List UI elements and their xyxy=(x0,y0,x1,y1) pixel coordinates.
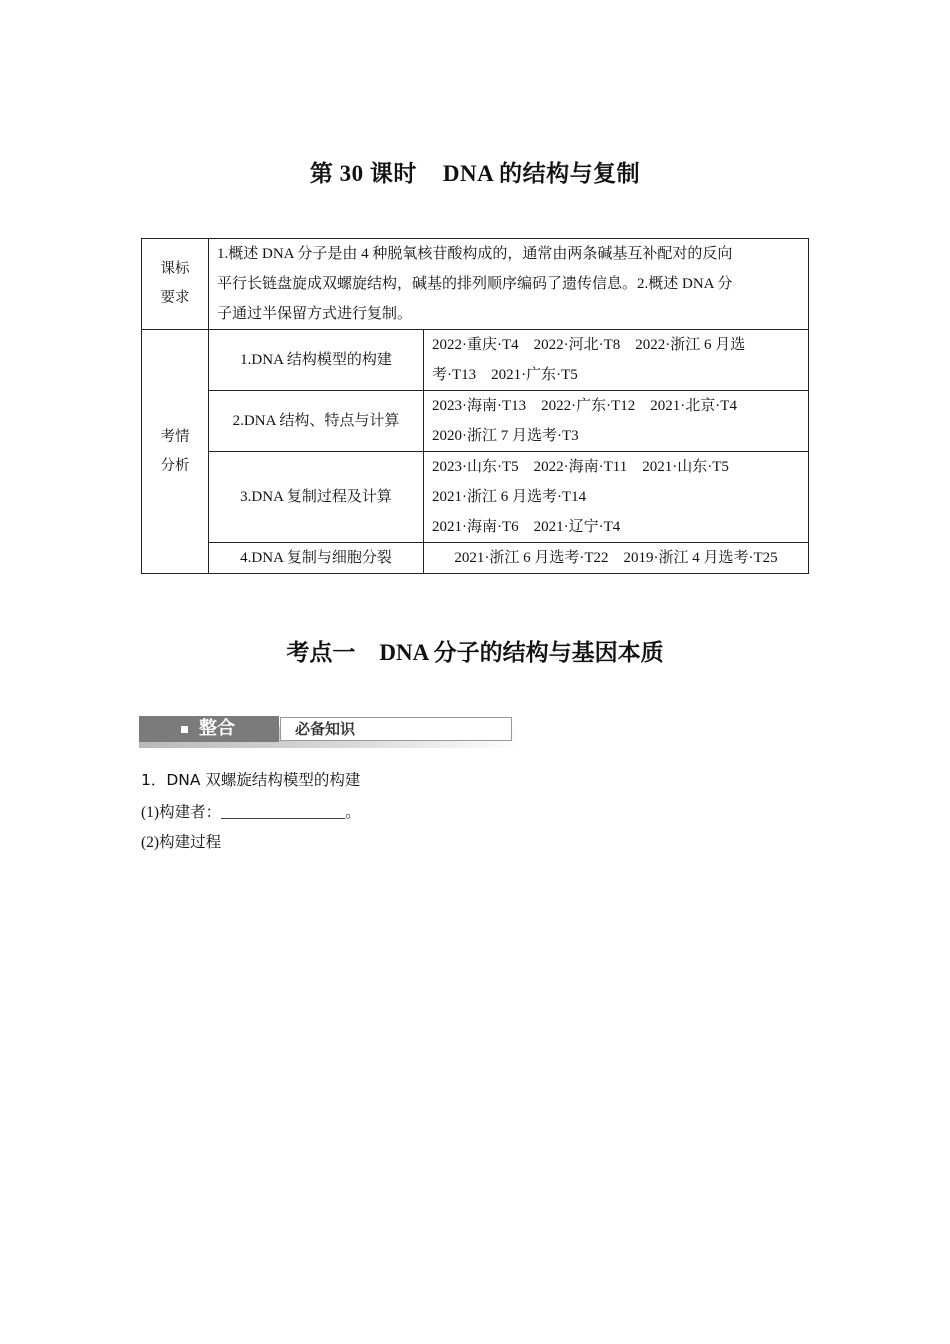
topic-cell: 3.DNA 复制过程及计算 xyxy=(209,452,424,543)
exam-cell: 2022·重庆·T4 2022·河北·T8 2022·浙江 6 月选 考·T13 2021·广东·T5 xyxy=(424,330,809,391)
topic-cell: 1.DNA 结构模型的构建 xyxy=(209,330,424,391)
exam-cell: 2023·海南·T13 2022·广东·T12 2021·北京·T4 2020·浙江 7 月选考·T3 xyxy=(424,391,809,452)
banner-main: 整合 xyxy=(139,716,279,742)
content-heading: 1．DNA 双螺旋结构模型的构建 xyxy=(141,771,361,789)
banner-tag: 必备知识 xyxy=(280,717,512,741)
exam-cell: 2021·浙江 6 月选考·T22 2019·浙江 4 月选考·T25 xyxy=(424,543,809,574)
topic-cell: 2.DNA 结构、特点与计算 xyxy=(209,391,424,452)
square-bullet-icon xyxy=(181,726,188,733)
table-row xyxy=(142,543,809,574)
table-row xyxy=(142,330,809,391)
content-item-process: (2)构建过程 xyxy=(141,834,222,851)
content-item-builder: (1)构建者：________________。 xyxy=(141,804,361,821)
topic-cell: 4.DNA 复制与细胞分裂 xyxy=(209,543,424,574)
table-row xyxy=(142,452,809,543)
exam-cell: 2023·山东·T5 2022·海南·T11 2021·山东·T5 2021·浙江 6 月选考·T14 2021·海南·T6 2021·辽宁·T4 xyxy=(424,452,809,543)
table-row xyxy=(142,391,809,452)
analysis-label: 考情 分析 xyxy=(142,330,209,574)
table-row xyxy=(142,239,809,330)
page-title: 第 30 课时 DNA 的结构与复制 xyxy=(309,161,641,186)
section-banner xyxy=(139,716,521,748)
curriculum-table xyxy=(141,238,809,574)
requirement-text: 1.概述 DNA 分子是由 4 种脱氧核苷酸构成的，通常由两条碱基互补配对的反向 平行长链盘旋成双螺旋结构，碱基的排列顺序编码了遗传信息。2.概述 DNA 分 子通过半保留方式进行复制。 xyxy=(209,239,809,330)
requirement-label: 课标 要求 xyxy=(142,239,209,330)
section-heading: 考点一 DNA 分子的结构与基因本质 xyxy=(286,640,664,665)
